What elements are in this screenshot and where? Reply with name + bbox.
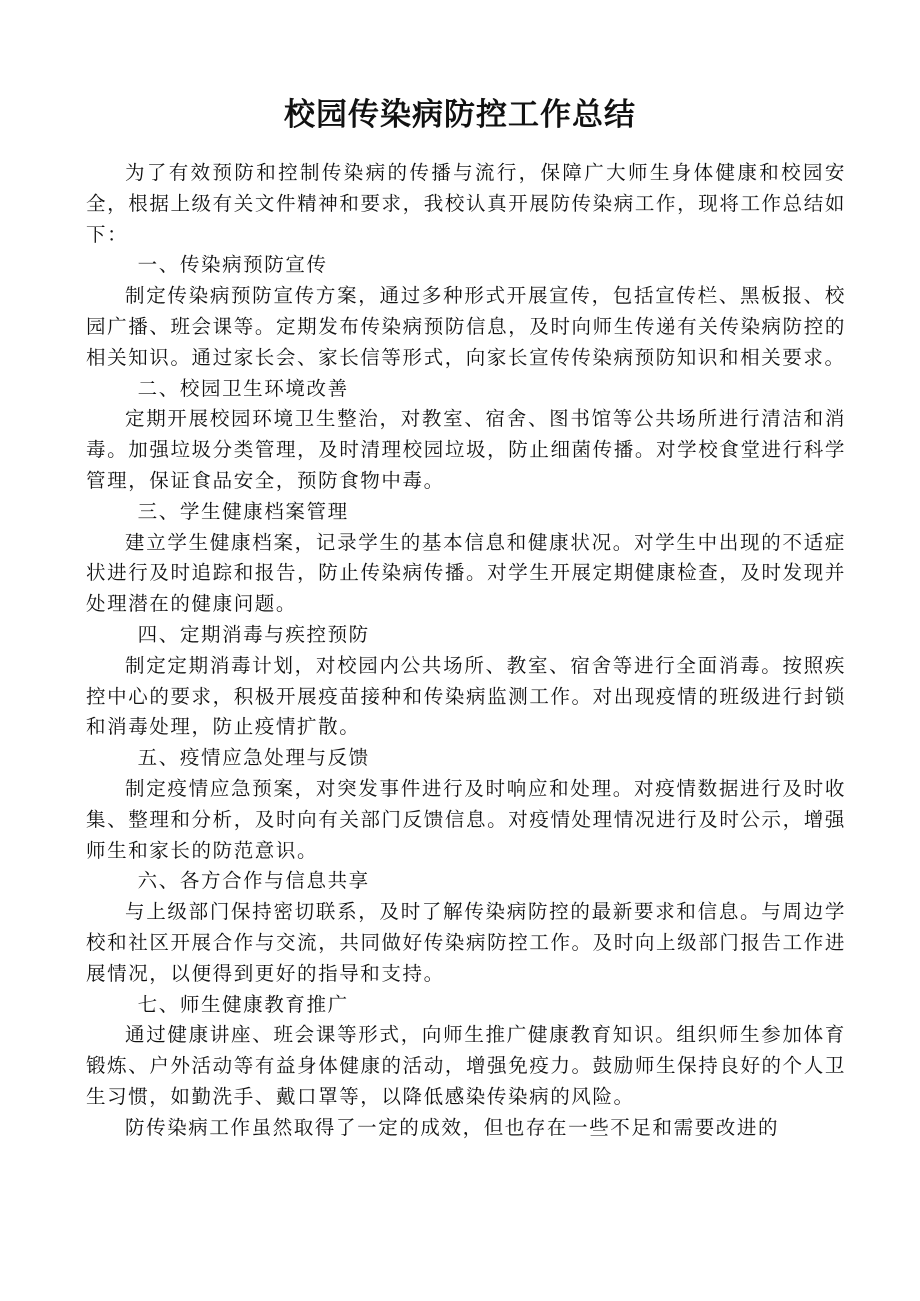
section-body-2: 定期开展校园环境卫生整治，对教室、宿舍、图书馆等公共场所进行清洁和消毒。加强垃圾分类管理，及时清理校园垃圾，防止细菌传播。对学校食堂进行科学管理，保证食品安全，预防食物中毒。	[86, 407, 846, 492]
section-heading-2: 二、校园卫生环境改善	[137, 376, 349, 400]
section-heading-4: 四、定期消毒与疾控预防	[137, 622, 370, 646]
section-heading-1: 一、传染病预防宣传	[137, 253, 328, 277]
section-body-1: 制定传染病预防宣传方案，通过多种形式开展宣传，包括宣传栏、黑板报、校园广播、班会课等。定期发布传染病预防信息，及时向师生传递有关传染病防控的相关知识。通过家长会、家长信等形式，向家长宣传传染病预防知识和相关要求。	[86, 284, 846, 369]
section-body-3: 建立学生健康档案，记录学生的基本信息和健康状况。对学生中出现的不适症状进行及时追踪和报告，防止传染病传播。对学生开展定期健康检查，及时发现并处理潜在的健康问题。	[86, 530, 846, 616]
document-body	[86, 158, 846, 1144]
section-body-5: 制定疫情应急预案，对突发事件进行及时响应和处理。对疫情数据进行及时收集、整理和分析，及时向有关部门反馈信息。对疫情处理情况进行及时公示，增强师生和家长的防范意识。	[86, 776, 846, 862]
section-body-6: 与上级部门保持密切联系，及时了解传染病防控的最新要求和信息。与周边学校和社区开展合作与交流，共同做好传染病防控工作。及时向上级部门报告工作进展情况，以便得到更好的指导和支持。	[86, 900, 846, 985]
section-heading-7: 七、师生健康教育推广	[137, 992, 349, 1016]
section-body-7: 通过健康讲座、班会课等形式，向师生推广健康教育知识。组织师生参加体育锻炼、户外活动等有益身体健康的活动，增强免疫力。鼓励师生保持良好的个人卫生习惯，如勤洗手、戴口罩等，以降低感染传染病的风险。	[86, 1023, 846, 1108]
section-heading-6: 六、各方合作与信息共享	[137, 869, 370, 893]
section-heading-3: 三、学生健康档案管理	[137, 499, 349, 523]
section-heading-5: 五、疫情应急处理与反馈	[137, 746, 370, 770]
closing-paragraph: 防传染病工作虽然取得了一定的成效，但也存在一些不足和需要改进的	[125, 1115, 780, 1139]
section-body-4: 制定定期消毒计划，对校园内公共场所、教室、宿舍等进行全面消毒。按照疾控中心的要求，积极开展疫苗接种和传染病监测工作。对出现疫情的班级进行封锁和消毒处理，防止疫情扩散。	[86, 653, 846, 739]
document-title: 校园传染病防控工作总结	[284, 97, 636, 133]
intro-paragraph: 为了有效预防和控制传染病的传播与流行，保障广大师生身体健康和校园安全，根据上级有关文件精神和要求，我校认真开展防传染病工作，现将工作总结如下：	[86, 161, 846, 246]
